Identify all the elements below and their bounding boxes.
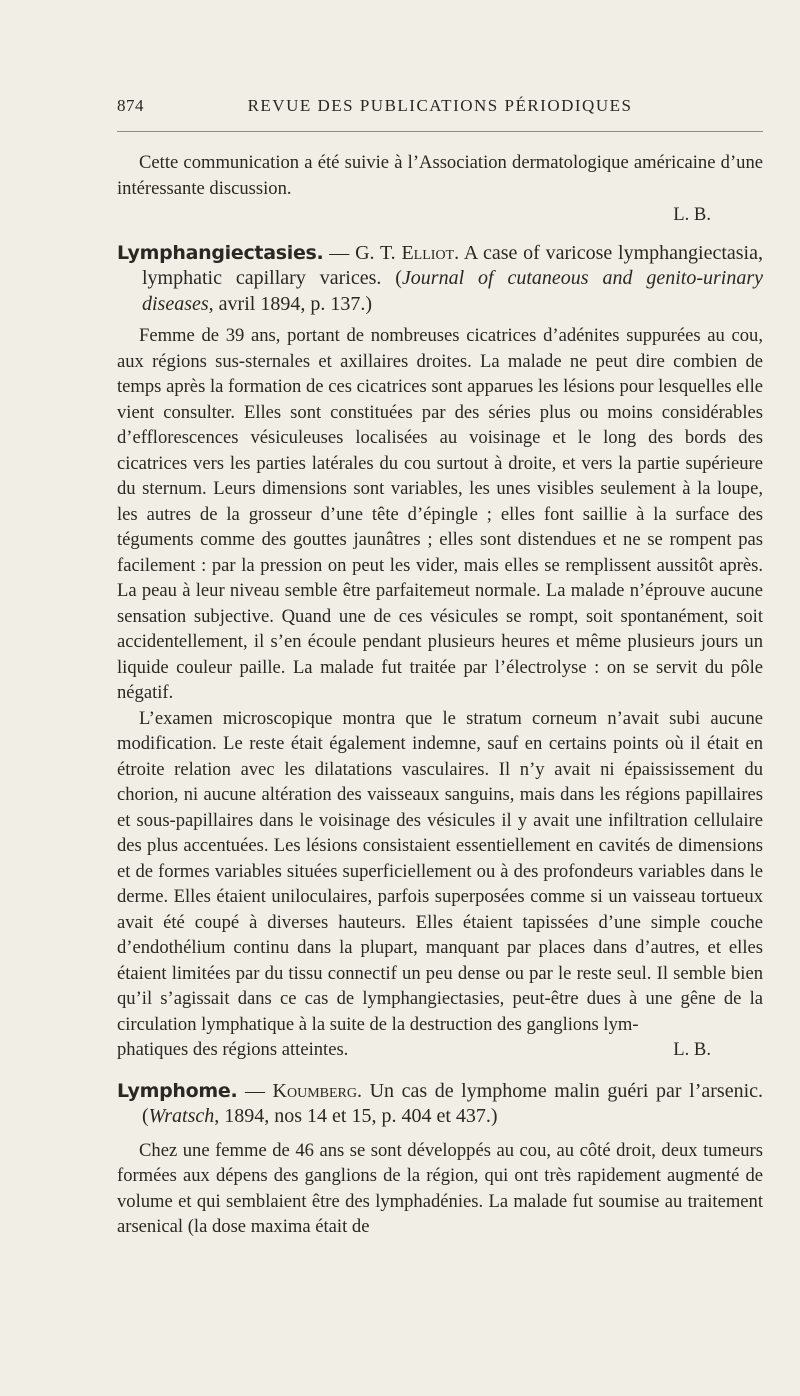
text-column — [117, 150, 763, 1240]
article-rubric: Lymphangiectasies. — [117, 241, 324, 264]
reference-tail: , avril 1894, p. 137.) — [208, 292, 372, 315]
heading-dash: — G. T. — [323, 241, 402, 264]
article-author: Koumberg — [272, 1079, 357, 1102]
intro-paragraph: Cette communication a été suivie à l’Association dermatologique américaine d’une intéressante discussion. — [117, 152, 763, 199]
journal-name: Wratsch — [148, 1105, 215, 1127]
article-heading-lymphangiectasies — [117, 241, 763, 318]
article1-signature: L. B. — [673, 1039, 711, 1060]
running-title: REVUE DES PUBLICATIONS PÉRIODIQUES — [247, 96, 633, 115]
page-number: 874 — [117, 96, 144, 115]
article-title: . A case of varicose lymphangiectasia, lymphatic capillary varices. ( — [142, 241, 763, 289]
article-rubric: Lymphome. — [117, 1079, 238, 1102]
heading-dash: — — [237, 1079, 273, 1102]
article-heading-lymphome — [117, 1079, 763, 1130]
article1-paragraph-1: Femme de 39 ans, portant de nombreuses cicatrices d’adénites suppurées au cou, aux régions sus-sternales et axillaires droites. La malade ne peut dire combien de temps après la formation de ces cicatrices sont apparues les lésions pour lesquelles elle vient consulter. Elles sont constituées par des séries plus ou moins considérables d’efflorescences vésiculeuses localisées au voisinage et le long des bords des cicatrices vers les parties latérales du cou surtout à droite, et vers la partie supérieure du sternum. Leurs dimensions sont variables, les unes visibles seulement à la loupe, les autres de la grosseur d’une tête d’épingle ; elles font saillie à la surface des téguments comme des gouttes jaunâtres ; elles sont distendues et ne se rompent pas facilement : par la pression on peut les vider, mais elles se remplissent aussitôt après. La peau à leur niveau semble être parfaitemeut normale. La malade n’éprouve aucune sensation subjective. Quand une de ces vésicules se rompt, soit spontanément, soit accidentellement, il s’en écoule pendant plusieurs heures et même plusieurs jours un liquide couleur paille. La malade fut traitée par l’électrolyse : on se servit du pôle négatif. — [117, 325, 763, 703]
intro-signature: L. B. — [673, 204, 711, 225]
header-rule — [117, 131, 763, 132]
journal-name: Journal of cutaneous and genito-urinary diseases — [142, 267, 763, 315]
article-title: . Un cas de lymphome malin guéri par l’arsenic. ( — [142, 1079, 764, 1127]
article1-paragraph-end — [117, 1037, 763, 1063]
article-author: Elliot — [401, 241, 455, 264]
reference-tail: , 1894, nos 14 et 15, p. 404 et 437.) — [214, 1105, 498, 1127]
paragraph-last-line: phatiques des régions atteintes. — [117, 1039, 349, 1060]
article2-paragraph-1: Chez une femme de 46 ans se sont développés au cou, au côté droit, deux tumeurs formées aux dépens des ganglions de la région, qui ont très rapidement augmenté de volume et qui semblaient être des lymphadénies. La malade fut soumise au traitement arsenical (la dose maxima était de — [117, 1139, 763, 1237]
running-header — [117, 96, 763, 126]
article1-paragraph-2: L’examen microscopique montra que le stratum corneum n’avait subi aucune modification. Le reste était également indemne, sauf en certains points où il était en étroite relation avec les dilatations vasculaires. Il n’y avait ni épaississement du chorion, ni aucune altération des vaisseaux sanguins, mais dans les régions papillaires et sous-papillaires dans le voisinage des vésicules il y avait une infiltration cellulaire des plus accentuées. Les lésions consistaient essentiellement en cavités de dimensions et de formes variables situées superficiellement ou à des profondeurs variables dans le derme. Elles étaient uniloculaires, parfois superposées comme si un vaisseau tortueux avait été coupé à diverses hauteurs. Elles étaient tapissées d’une simple couche d’endothélium continu dans la plupart, manquant par places dans d’autres, et elles étaient limitées par du tissu connectif un peu dense ou par le reste seul. Il semble bien qu’il s’agissait dans ce cas de lymphangiectasies, peut-être dues à une gêne de la circulation lymphatique à la suite de la destruction des ganglions lym- — [117, 707, 763, 1035]
